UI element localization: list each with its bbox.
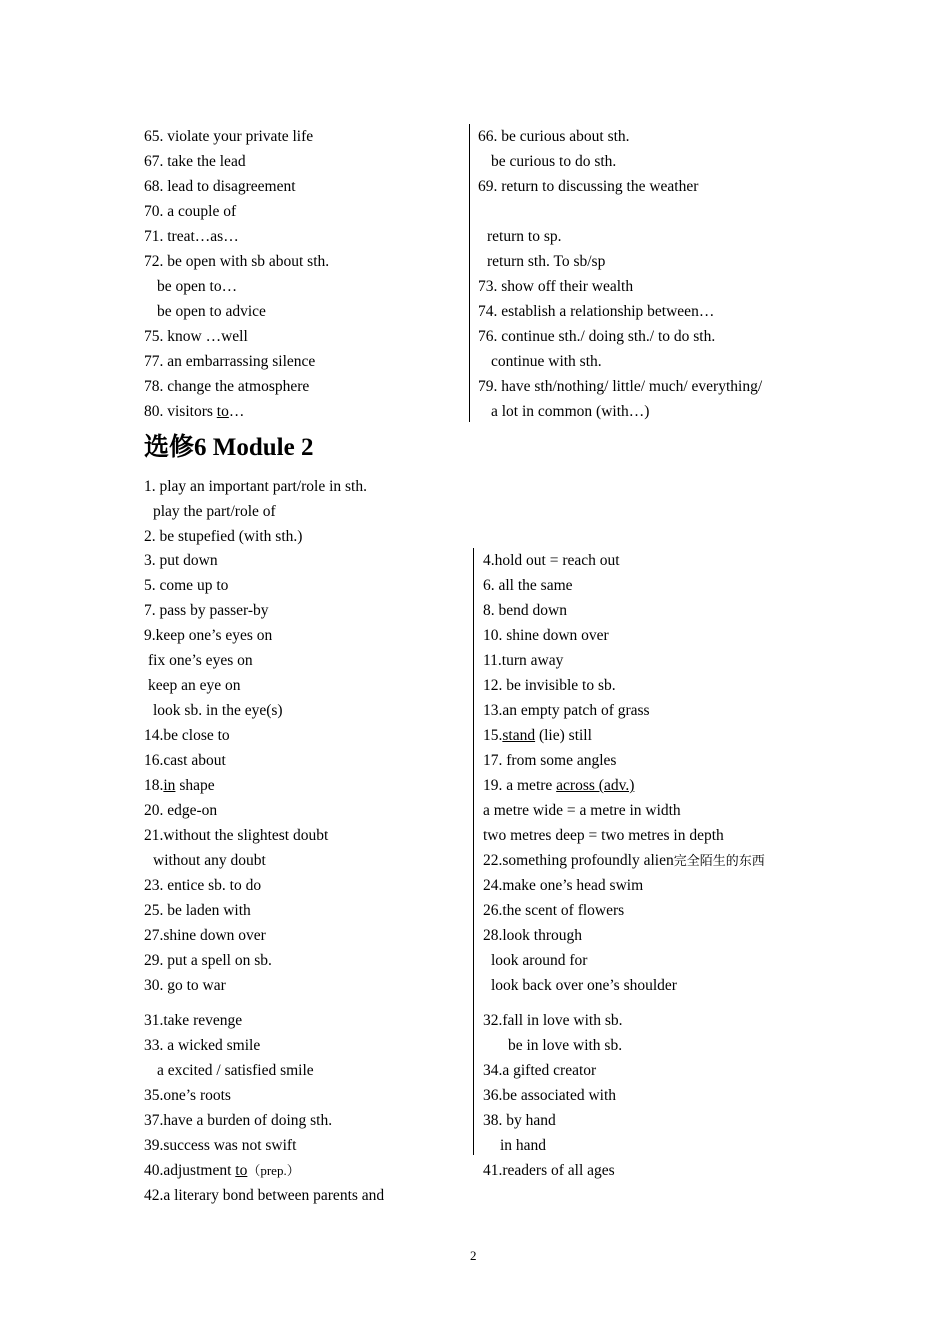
phrase-item: 21.without the slightest doubt [144, 827, 329, 844]
phrase-item: 74. establish a relationship between… [478, 303, 715, 320]
phrase-item: 68. lead to disagreement [144, 178, 296, 195]
underlined-word: in [163, 777, 176, 794]
phrase-item: 75. know …well [144, 328, 248, 345]
phrase-item: 11.turn away [483, 652, 564, 669]
phrase-item: return sth. To sb/sp [487, 253, 606, 270]
phrase-text: 40.adjustment [144, 1162, 236, 1179]
phrase-item: 8. bend down [483, 602, 567, 619]
phrase-item: 29. put a spell on sb. [144, 952, 272, 969]
phrase-text: 80. visitors [144, 403, 217, 420]
phrase-item: 66. be curious about sth. [478, 128, 630, 145]
phrase-item [483, 776, 634, 796]
phrase-item: a metre wide = a metre in width [483, 802, 681, 819]
phrase-item: 32.fall in love with sb. [483, 1012, 623, 1029]
phrase-item: continue with sth. [491, 353, 602, 370]
underlined-word: stand [502, 727, 536, 744]
section1-divider [469, 124, 470, 422]
section2-divider [473, 548, 474, 1155]
phrase-item: 26.the scent of flowers [483, 902, 625, 919]
underlined-word: across (adv.) [556, 777, 635, 794]
phrase-text: shape [175, 777, 215, 794]
phrase-item: 39.success was not swift [144, 1137, 297, 1154]
phrase-item: 4.hold out = reach out [483, 552, 620, 569]
phrase-item: 9.keep one’s eyes on [144, 627, 273, 644]
phrase-item: in hand [500, 1137, 547, 1154]
phrase-item: play the part/role of [153, 503, 276, 520]
phrase-item: 34.a gifted creator [483, 1062, 597, 1079]
phrase-item: 36.be associated with [483, 1087, 617, 1104]
phrase-item: without any doubt [153, 852, 266, 869]
phrase-item: 77. an embarrassing silence [144, 353, 316, 370]
phrase-item: 7. pass by passer-by [144, 602, 269, 619]
phrase-item: 2. be stupefied (with sth.) [144, 528, 303, 545]
phrase-item: 72. be open with sb about sth. [144, 253, 330, 270]
phrase-item: 71. treat…as… [144, 228, 239, 245]
page-number: 2 [470, 1248, 477, 1263]
phrase-item: two metres deep = two metres in depth [483, 827, 724, 844]
phrase-item [483, 726, 592, 746]
phrase-item: 13.an empty patch of grass [483, 702, 650, 719]
phrase-item: 3. put down [144, 552, 218, 569]
phrase-item: 20. edge-on [144, 802, 218, 819]
phrase-item: return to sp. [487, 228, 562, 245]
phrase-text: 22.something profoundly alien [483, 852, 674, 869]
underlined-word: to [216, 403, 229, 420]
phrase-text: … [228, 403, 245, 420]
phrase-item: 41.readers of all ages [483, 1162, 615, 1179]
phrase-item: be open to advice [157, 303, 266, 320]
phrase-item: be curious to do sth. [491, 153, 617, 170]
phrase-text: 15. [483, 727, 503, 744]
underlined-word: to [235, 1162, 248, 1179]
phrase-item: look around for [491, 952, 588, 969]
phrase-item: 67. take the lead [144, 153, 246, 170]
phrase-text: 19. a metre [483, 777, 557, 794]
phrase-item: look sb. in the eye(s) [153, 702, 283, 719]
phrase-item: a lot in common (with…) [491, 403, 650, 420]
phrase-item: 70. a couple of [144, 203, 237, 220]
phrase-item: 76. continue sth./ doing sth./ to do sth. [478, 328, 716, 345]
phrase-item: 65. violate your private life [144, 128, 314, 145]
phrase-item: 35.one’s roots [144, 1087, 231, 1104]
phrase-item: 69. return to discussing the weather [478, 178, 699, 195]
phrase-text: (lie) still [535, 727, 592, 744]
annotation-text: 完全陌生的东西 [673, 853, 765, 868]
phrase-item: 28.look through [483, 927, 583, 944]
phrase-item: 78. change the atmosphere [144, 378, 310, 395]
phrase-item: 25. be laden with [144, 902, 251, 919]
phrase-item: 42.a literary bond between parents and [144, 1187, 385, 1204]
annotation-text: （prep.） [247, 1163, 300, 1178]
phrase-item: 1. play an important part/role in sth. [144, 478, 367, 495]
phrase-item: 17. from some angles [483, 752, 617, 769]
phrase-item: 5. come up to [144, 577, 229, 594]
phrase-item: 33. a wicked smile [144, 1037, 261, 1054]
phrase-item: 23. entice sb. to do [144, 877, 262, 894]
phrase-item: 73. show off their wealth [478, 278, 634, 295]
phrase-item: 12. be invisible to sb. [483, 677, 616, 694]
phrase-item: 6. all the same [483, 577, 573, 594]
phrase-item: a excited / satisfied smile [157, 1062, 314, 1079]
phrase-item: be open to… [157, 278, 238, 295]
module-title: 选修6 Module 2 [144, 434, 314, 461]
phrase-item: fix one’s eyes on [148, 652, 253, 669]
phrase-text: 18. [144, 777, 164, 794]
phrase-item: 10. shine down over [483, 627, 609, 644]
phrase-item: 14.be close to [144, 727, 230, 744]
phrase-item: 38. by hand [483, 1112, 556, 1129]
phrase-item [144, 402, 244, 422]
phrase-item: 24.make one’s head swim [483, 877, 644, 894]
phrase-item [144, 1161, 300, 1181]
phrase-item: 30. go to war [144, 977, 226, 994]
phrase-item: be in love with sb. [508, 1037, 623, 1054]
phrase-item: 16.cast about [144, 752, 226, 769]
phrase-item: 37.have a burden of doing sth. [144, 1112, 333, 1129]
phrase-item: look back over one’s shoulder [491, 977, 677, 994]
phrase-item: 27.shine down over [144, 927, 266, 944]
phrase-item [483, 851, 765, 871]
phrase-item: keep an eye on [148, 677, 241, 694]
phrase-item [144, 776, 215, 796]
phrase-item: 79. have sth/nothing/ little/ much/ everything/ [478, 378, 763, 395]
phrase-item: 31.take revenge [144, 1012, 243, 1029]
